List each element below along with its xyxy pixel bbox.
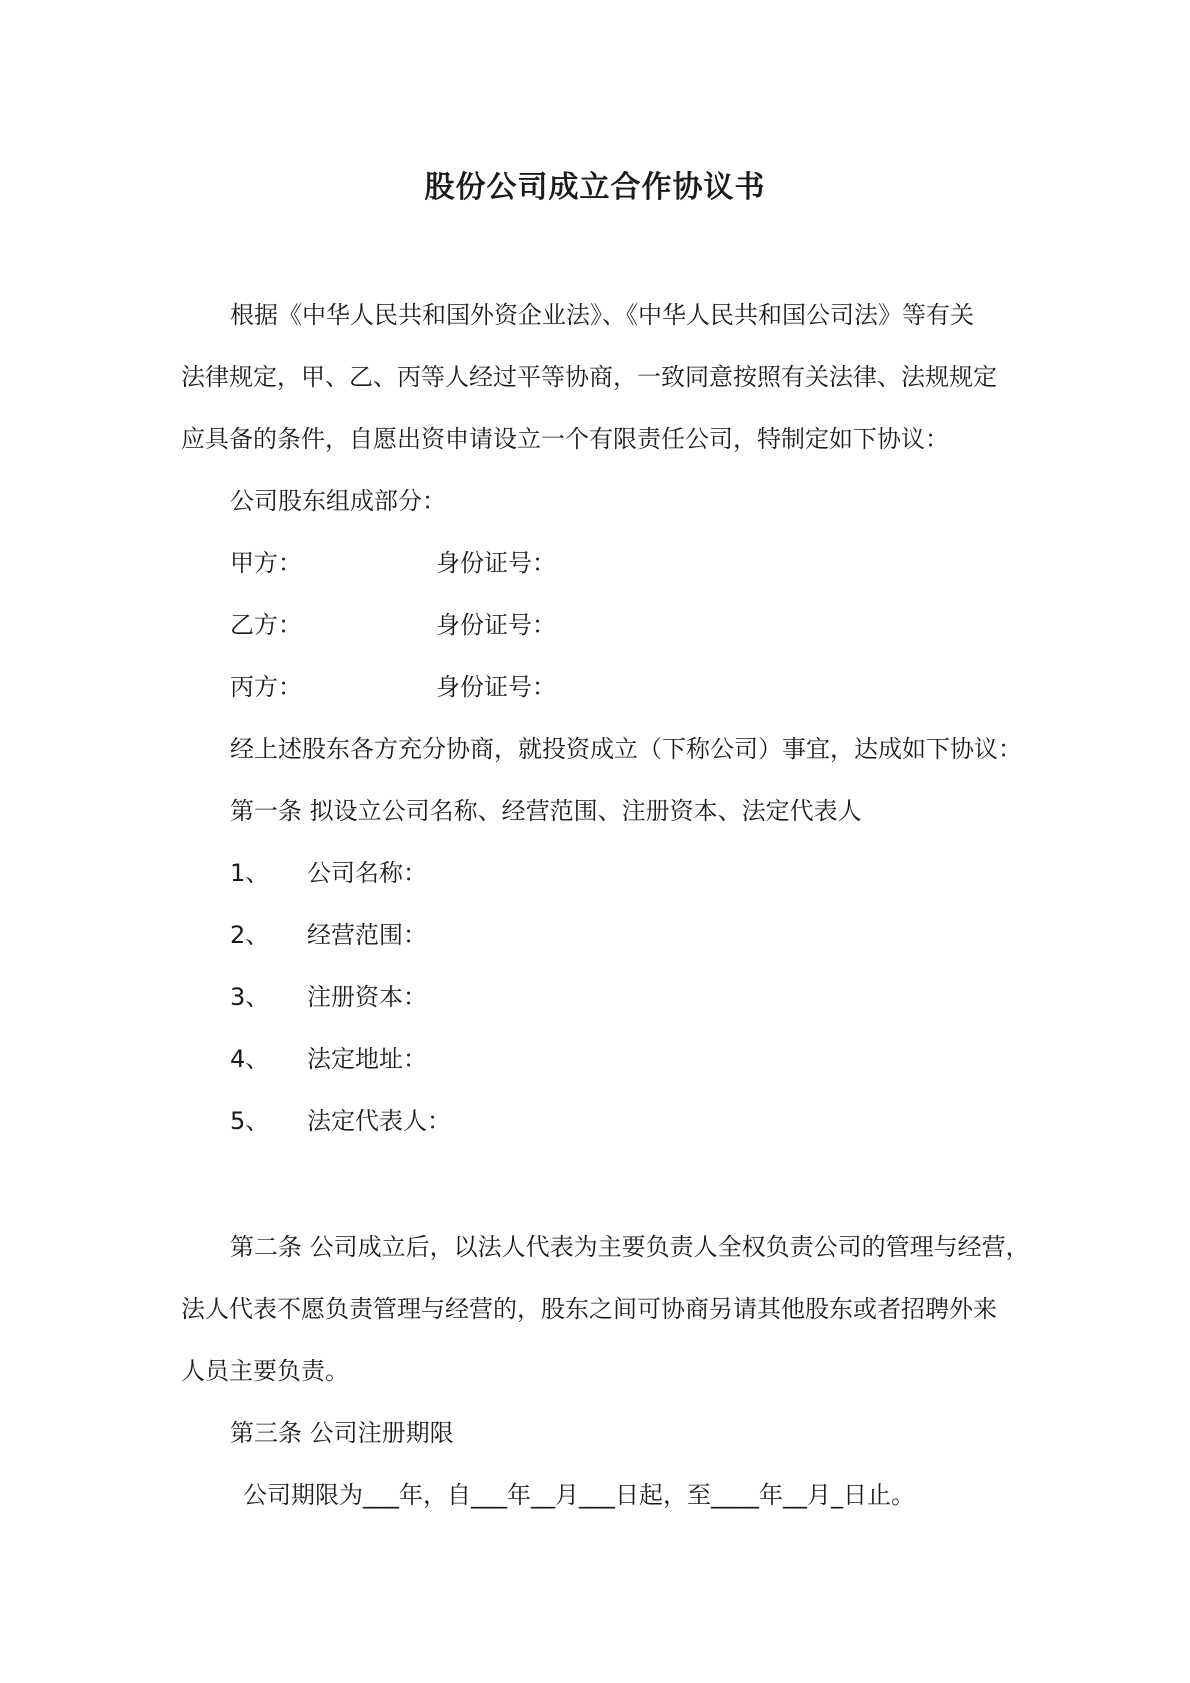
article3-text: 公司期限为___年，自___年__月___日起，至____年__月_日止。 (243, 1481, 915, 1509)
article1-item (230, 1042, 427, 1076)
party-label: 丙方： (230, 673, 302, 701)
consensus-text: 经上述股东各方充分协商，就投资成立（下称公司）事宜，达成如下协议： (230, 735, 1022, 763)
article2-line-1: 第二条 公司成立后，以法人代表为主要负责人全权负责公司的管理与经营， (230, 1233, 1030, 1261)
article3-heading: 第三条 公司注册期限 (230, 1419, 454, 1447)
item-text: 法定代表人： (307, 1107, 451, 1135)
item-text: 公司名称： (307, 859, 427, 887)
document-title: 股份公司成立合作协议书 (424, 170, 766, 205)
item-number: 5、 (230, 1107, 270, 1135)
party-row (230, 546, 1130, 580)
item-text: 经营范围： (307, 921, 427, 949)
party-label: 甲方： (230, 549, 302, 577)
item-text: 注册资本： (307, 983, 427, 1011)
item-number: 1、 (230, 859, 270, 887)
id-label: 身份证号： (436, 673, 556, 701)
article2-line-2: 法人代表不愿负责管理与经营的，股东之间可协商另请其他股东或者招聘外来 (181, 1295, 997, 1323)
item-number: 2、 (230, 921, 270, 949)
id-label: 身份证号： (436, 611, 556, 639)
intro-line-1: 根据《中华人民共和国外资企业法》、《中华人民共和国公司法》等有关 (230, 301, 974, 329)
item-number: 3、 (230, 983, 270, 1011)
id-label: 身份证号： (436, 549, 556, 577)
party-label: 乙方： (230, 611, 302, 639)
article1-heading: 第一条 拟设立公司名称、经营范围、注册资本、法定代表人 (230, 797, 862, 825)
item-number: 4、 (230, 1045, 270, 1073)
article2-line-3: 人员主要负责。 (181, 1357, 349, 1385)
shareholders-heading: 公司股东组成部分： (230, 487, 446, 515)
item-text: 法定地址： (307, 1045, 427, 1073)
intro-line-2: 法律规定，甲、乙、丙等人经过平等协商，一致同意按照有关法律、法规规定 (181, 363, 997, 391)
intro-line-3: 应具备的条件，自愿出资申请设立一个有限责任公司，特制定如下协议： (181, 425, 949, 453)
article1-item (230, 918, 427, 952)
article1-item (230, 1104, 451, 1138)
party-row (230, 670, 1130, 704)
article1-item (230, 856, 427, 890)
article1-item (230, 980, 427, 1014)
party-row (230, 608, 1130, 642)
